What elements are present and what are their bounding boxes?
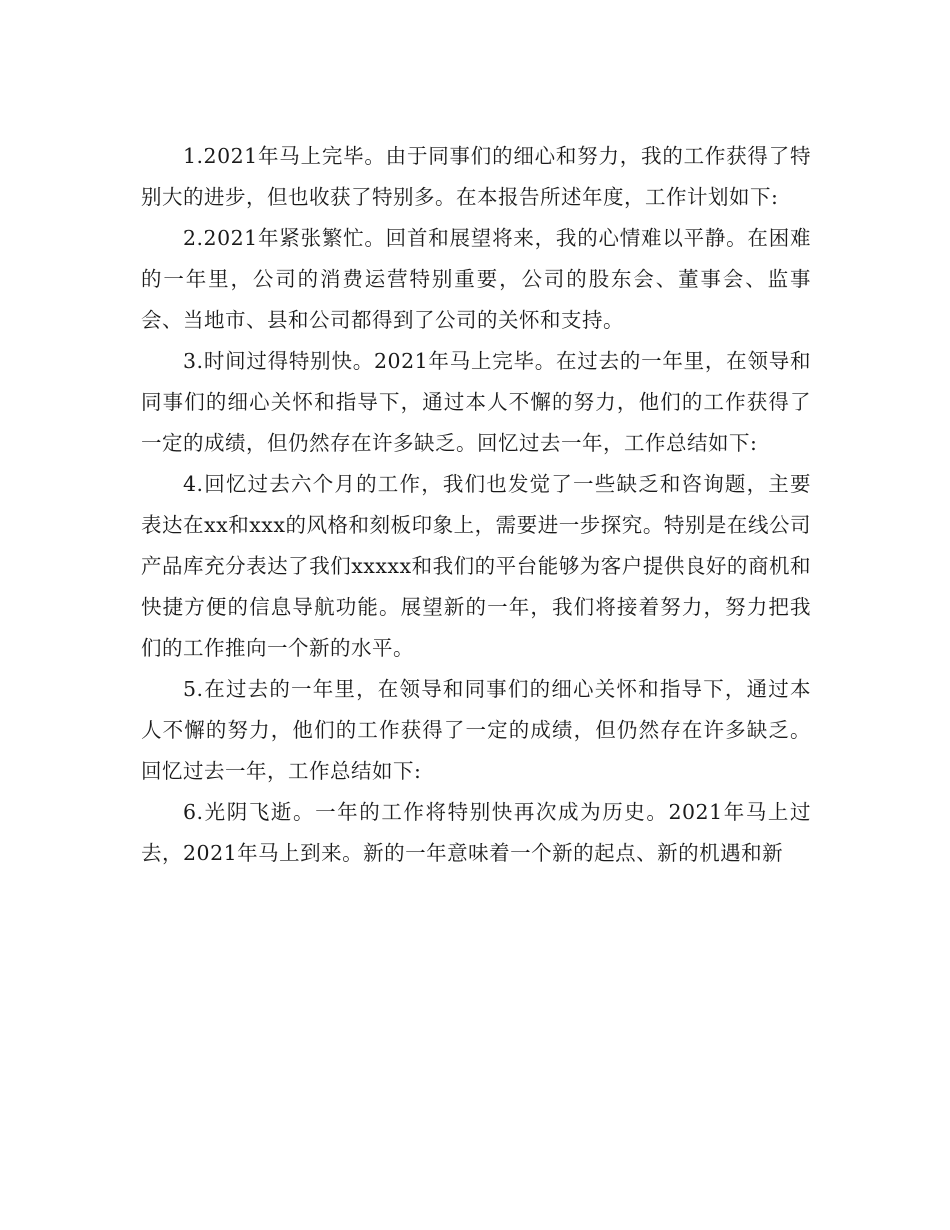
paragraph-3: 3.时间过得特别快。2021年马上完毕。在过去的一年里，在领导和同事们的细心关怀和指导下，通过本人不懈的努力，他们的工作获得了一定的成绩，但仍然存在许多缺乏。回忆过去一年，工作总结如下:: [141, 349, 811, 455]
paragraph-1: 1.2021年马上完毕。由于同事们的细心和努力，我的工作获得了特别大的进步，但也收获了特别多。在本报告所述年度，工作计划如下:: [141, 144, 811, 209]
document-body: [141, 136, 811, 874]
paragraph-2: 2.2021年紧张繁忙。回首和展望将来，我的心情难以平静。在困难的一年里，公司的消费运营特别重要，公司的股东会、董事会、监事会、当地市、县和公司都得到了公司的关怀和支持。: [141, 226, 811, 332]
paragraph-5: 5.在过去的一年里，在领导和同事们的细心关怀和指导下，通过本人不懈的努力，他们的工作获得了一定的成绩，但仍然存在许多缺乏。回忆过去一年，工作总结如下:: [141, 677, 811, 783]
paragraph-6: 6.光阴飞逝。一年的工作将特别快再次成为历史。2021年马上过去，2021年马上到来。新的一年意味着一个新的起点、新的机遇和新: [141, 800, 811, 865]
paragraph-4: 4.回忆过去六个月的工作，我们也发觉了一些缺乏和咨询题，主要表达在xx和xxx的风格和刻板印象上，需要进一步探究。特别是在线公司产品库充分表达了我们xxxxx和我们的平台能够为客户提供良好的商机和快捷方便的信息导航功能。展望新的一年，我们将接着努力，努力把我们的工作推向一个新的水平。: [141, 472, 811, 660]
